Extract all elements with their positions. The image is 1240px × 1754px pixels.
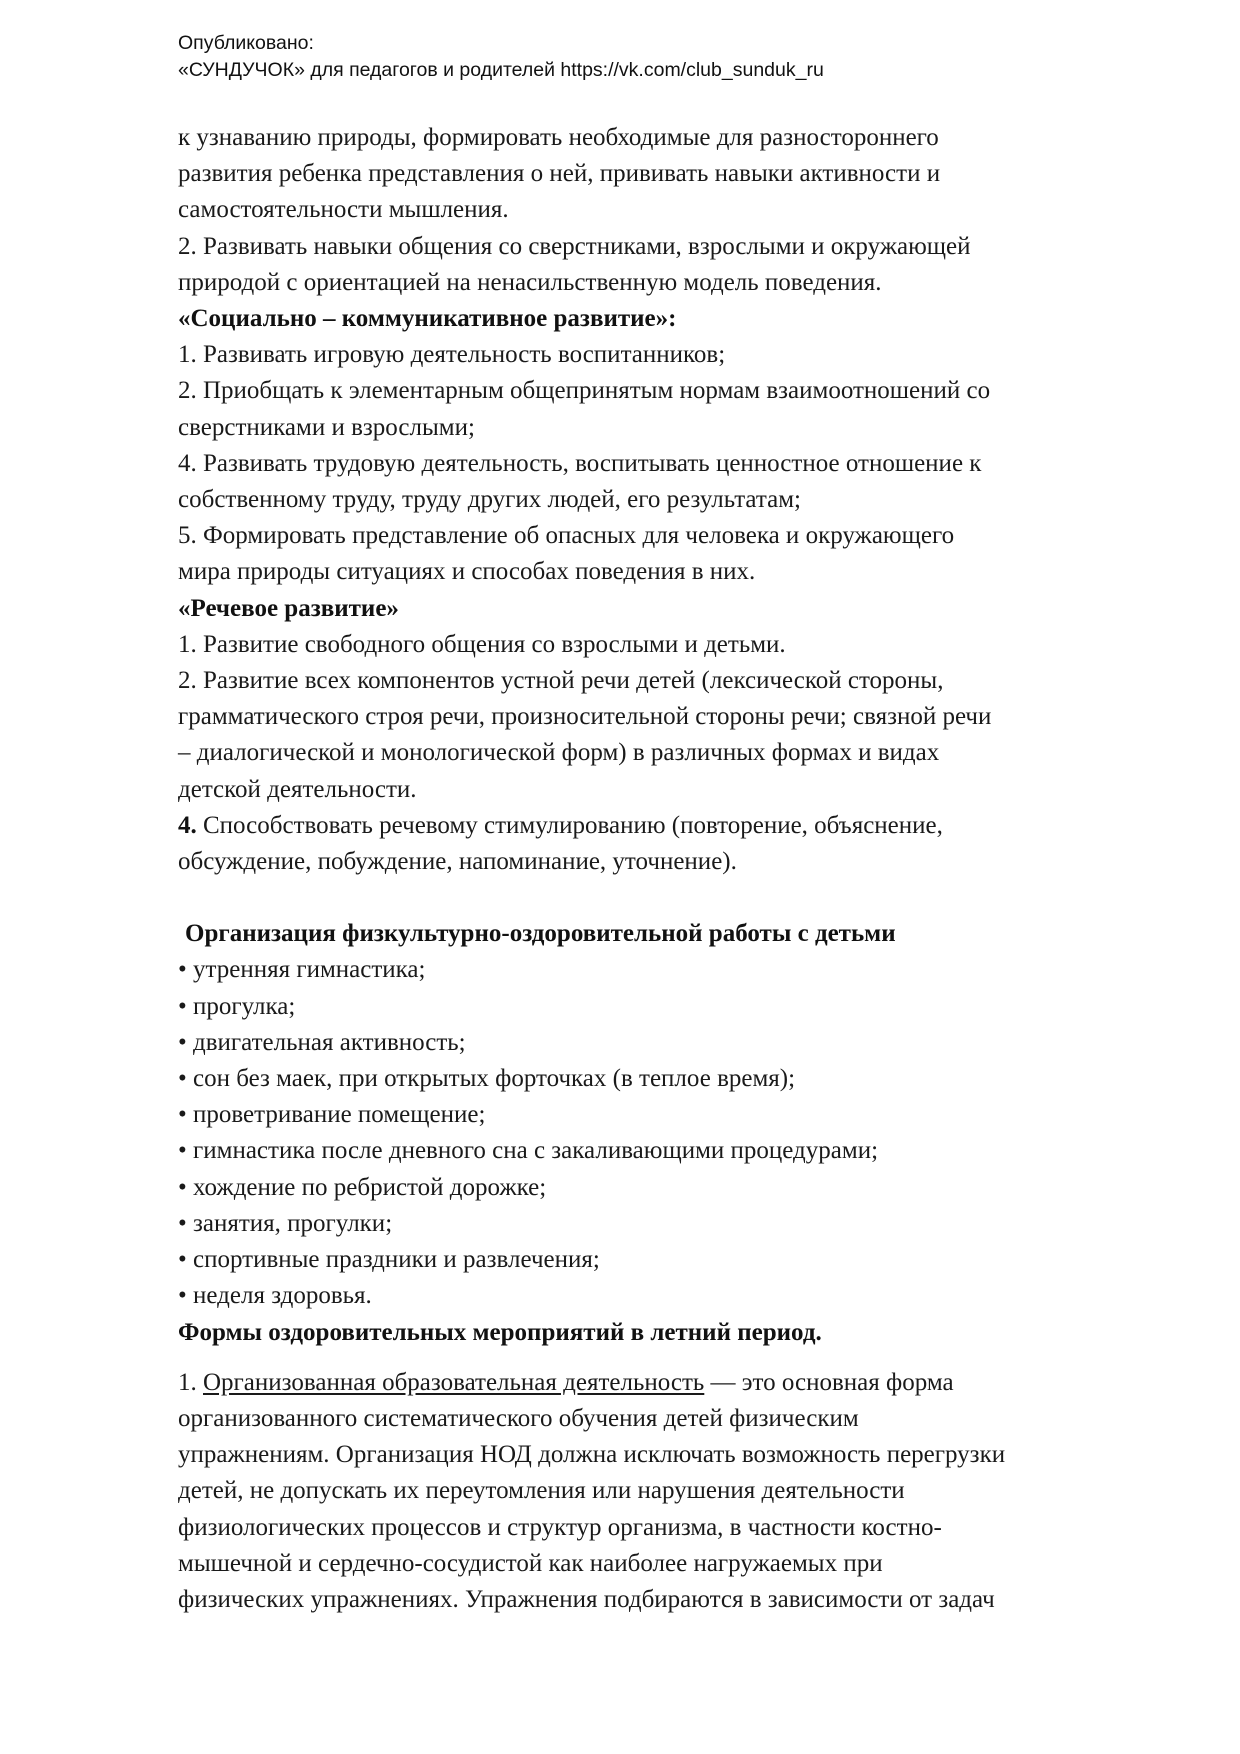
summer-line: физиологических процессов и структур организма, в частности костно-	[178, 1513, 942, 1541]
paragraph-spacer	[178, 1351, 1158, 1365]
document-body	[178, 120, 1158, 1618]
header-published-label: Опубликовано:	[178, 32, 314, 54]
section-spacer	[178, 880, 1158, 916]
summer-item-1-text: — это основная форма	[704, 1368, 954, 1396]
physical-section	[178, 916, 1158, 1314]
social-section	[178, 301, 1158, 591]
speech-line: 1. Развитие свободного общения со взрослыми и детьми.	[178, 630, 786, 658]
speech-section	[178, 591, 1158, 881]
summer-heading: Формы оздоровительных мероприятий в летний период.	[178, 1318, 822, 1346]
social-line: собственному труду, труду других людей, его результатам;	[178, 486, 801, 514]
speech-item-4	[178, 808, 1158, 844]
summer-section	[178, 1315, 1158, 1619]
intro-line: к узнаванию природы, формировать необходимые для разностороннего	[178, 124, 939, 151]
list-item: • гимнастика после дневного сна с закаливающими процедурами;	[178, 1137, 879, 1165]
summer-line: упражнениям. Организация НОД должна исключать возможность перегрузки	[178, 1441, 1006, 1469]
intro-line: природой с ориентацией на ненасильственную модель поведения.	[178, 268, 882, 296]
intro-line: 2. Развивать навыки общения со сверстниками, взрослыми и окружающей	[178, 232, 971, 260]
intro-line: развития ребенка представления о ней, прививать навыки активности и	[178, 160, 941, 188]
list-item: • хождение по ребристой дорожке;	[178, 1173, 547, 1201]
header-source-line: «СУНДУЧОК» для педагогов и родителей https://vk.com/club_sunduk_ru	[178, 59, 824, 81]
social-heading: «Социально – коммуникативное развитие»:	[178, 305, 677, 333]
list-item: • утренняя гимнастика;	[178, 956, 426, 984]
publication-header	[178, 30, 824, 84]
intro-line: самостоятельности мышления.	[178, 196, 509, 224]
speech-item-4-text: Способствовать речевому стимулированию (повторение, объяснение,	[196, 811, 943, 839]
social-line: 4. Развивать трудовую деятельность, воспитывать ценностное отношение к	[178, 449, 982, 477]
speech-line: обсуждение, побуждение, напоминание, уточнение).	[178, 848, 737, 876]
list-item: • сон без маек, при открытых форточках (в теплое время);	[178, 1065, 796, 1093]
speech-item-4-number: 4.	[178, 811, 197, 839]
list-item: • двигательная активность;	[178, 1028, 466, 1056]
list-item: • прогулка;	[178, 992, 296, 1020]
speech-heading: «Речевое развитие»	[178, 594, 399, 622]
speech-line: – диалогической и монологической форм) в различных формах и видах	[178, 739, 940, 767]
intro-section	[178, 120, 1158, 301]
summer-line: физических упражнениях. Упражнения подбираются в зависимости от задач	[178, 1585, 995, 1613]
summer-item-1-link[interactable]: Организованная образовательная деятельность	[203, 1368, 705, 1396]
summer-item-1	[178, 1365, 1158, 1401]
summer-line: мышечной и сердечно-сосудистой как наиболее нагружаемых при	[178, 1549, 883, 1577]
social-line: сверстниками и взрослыми;	[178, 413, 475, 441]
summer-item-1-number: 1.	[178, 1368, 203, 1396]
list-item: • занятия, прогулки;	[178, 1209, 393, 1237]
social-line: 5. Формировать представление об опасных для человека и окружающего	[178, 522, 955, 550]
summer-line: организованного систематического обучения детей физическим	[178, 1404, 859, 1432]
summer-line: детей, не допускать их переутомления или нарушения деятельности	[178, 1477, 905, 1505]
social-line: 2. Приобщать к элементарным общепринятым нормам взаимоотношений со	[178, 377, 991, 405]
list-item: • проветривание помещение;	[178, 1101, 486, 1129]
speech-line: детской деятельности.	[178, 775, 417, 803]
list-item: • спортивные праздники и развлечения;	[178, 1246, 600, 1274]
list-item: • неделя здоровья.	[178, 1282, 372, 1310]
social-line: мира природы ситуациях и способах поведения в них.	[178, 558, 756, 586]
social-line: 1. Развивать игровую деятельность воспитанников;	[178, 341, 726, 369]
physical-heading: Организация физкультурно-оздоровительной работы с детьми	[185, 920, 896, 948]
speech-line: грамматического строя речи, произносительной стороны речи; связной речи	[178, 703, 992, 731]
speech-line: 2. Развитие всех компонентов устной речи детей (лексической стороны,	[178, 667, 944, 695]
